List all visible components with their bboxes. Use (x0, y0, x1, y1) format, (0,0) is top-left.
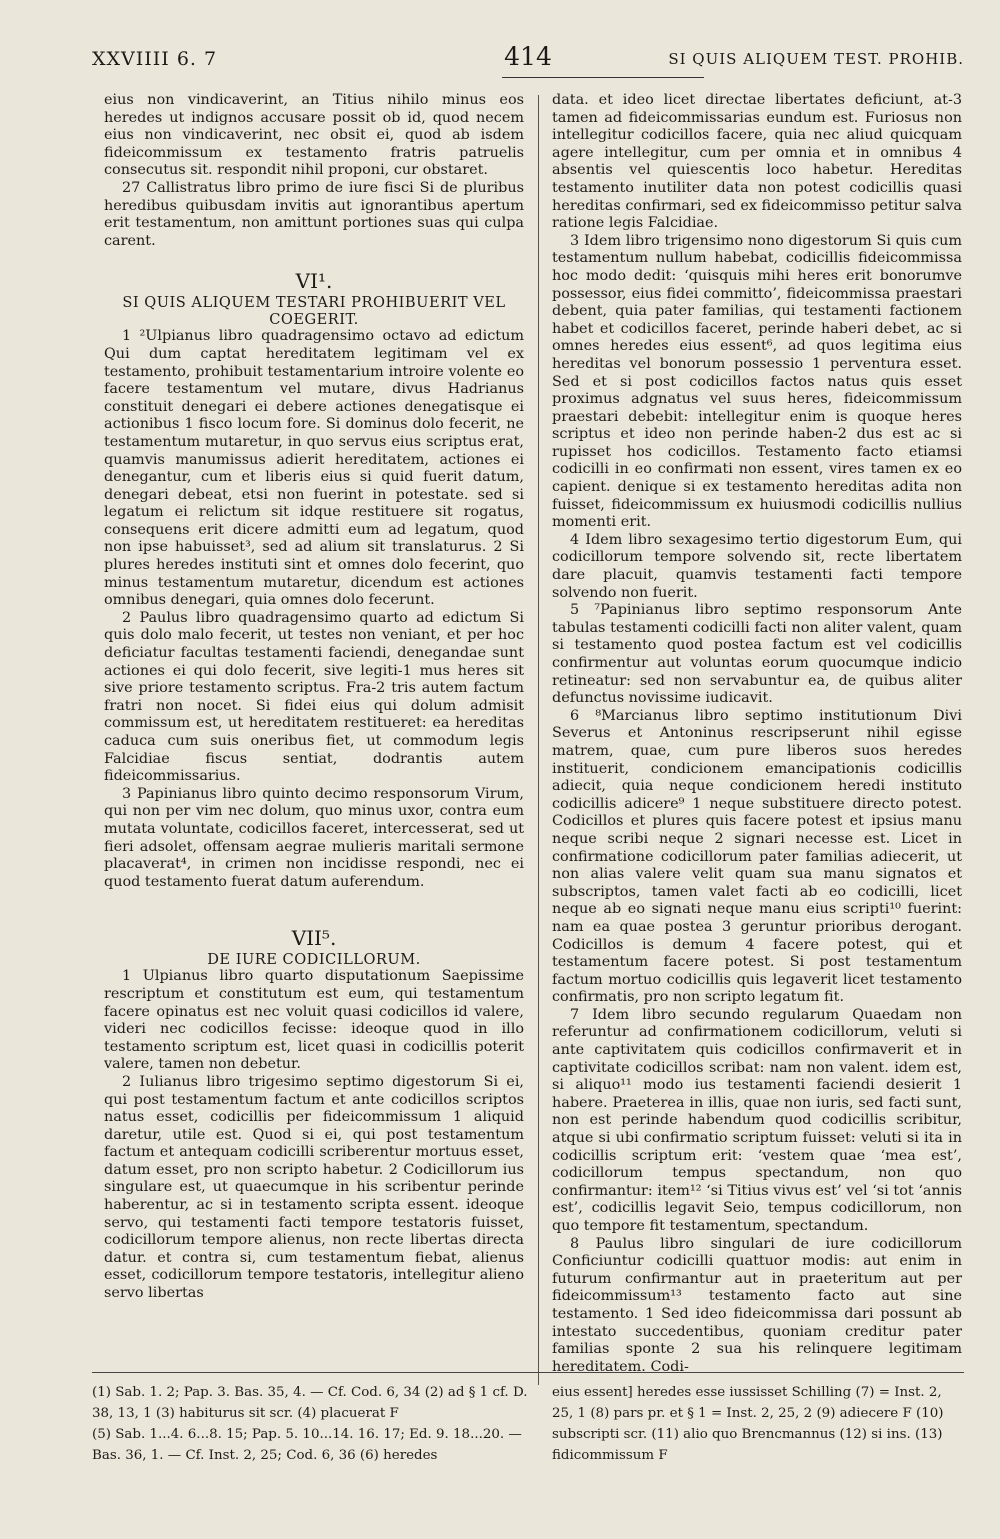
section-heading (104, 925, 524, 968)
header-rule (502, 77, 704, 78)
paragraph: 2 Paulus libro quadragensimo quarto ad edictum Si quis dolo malo fecerit, ut testes non veniant, et per hoc deficiatur facultas testamenti faciendi, denegandae sunt actiones ei qui dolo fecerit, sive legiti-1 mus heres sit sive priore testamento scriptus. Fra-2 tris autem factum fratri non nocet. Si fidei eius qui dolum admisit commissum est, ut hereditatem restitueret: ea hereditas caduca cum suis oneribus fiet, ut commodum legis Falcidiae fiscus sentiat, dodrantis autem fideicommissarius. (104, 609, 524, 785)
section-number: VI¹. (295, 269, 333, 294)
paragraph: 3 Idem libro trigensimo nono digestorum Si quis cum testamentum nullum habebat, codicillis fideicommissa hoc modo dedit: ‘quisquis mihi heres erit bonorumve possessor, eius fidei committo’, fideicommissa praestari debent, quia pater familias, qui testamenti factionem habet et codicillos faceret, perinde haberi debet, ac si omnes heredes eius essent⁶, ad quos legitima eius hereditas vel bonorum possessio 1 perventura esset. Sed et si post codicillos factos natus quis esset proximus adgnatus vel suus heres, fideicommissum praestari debebit: intellegitur enim is quoque heres scriptus et ideo non perinde haben-2 dus est ac si rupisset hos codicillos. Testamento facto etiamsi codicilli in eo confirmati non essent, vires tamen ex eo capient. denique si ex testamento hereditas adita non fuisset, fideicommissum ex huiusmodi codicillis nullius momenti erit. (552, 232, 962, 531)
section-heading (104, 268, 524, 328)
left-column (104, 92, 524, 1303)
header-book-reference: XXVIIII 6. 7 (92, 48, 218, 70)
paragraph: 2 Iulianus libro trigesimo septimo digestorum Si ei, qui post testamentum factum et ante codicillos scriptos natus esset, codicillis per fideicommissum 1 aliquid daretur, utile est. Quod si ei, qui post testamentum factum et antequam codicilli scriberentur mortuus esset, datum esset, pro non scripto habetur. 2 Codicillorum ius singulare est, ut quaecumque in his scribentur perinde haberentur, ac si in testamento scripta essent. ideoque servo, qui testamenti facti tempore testatoris fuisset, codicillorum tempore alienus, non recte libertas directa datur. et contra si, cum testamentum fiebat, alienus esset, codicillorum tempore testatoris, intellegitur alieno servo libertas (104, 1073, 524, 1302)
footnotes-right (552, 1382, 964, 1466)
paragraph: 27 Callistratus libro primo de iure fisci Si de pluribus heredibus quibusdam invitis aut ignorantibus apertum erit testamentum, non amittunt portiones suas qui culpa carent. (104, 179, 524, 249)
footnote: (5) Sab. 1...4. 6...8. 15; Pap. 5. 10...14. 16. 17; Ed. 9. 18...20. — Bas. 36, 1. — Cf. Inst. 2, 25; Cod. 6, 36 (6) heredes (92, 1427, 522, 1463)
paragraph: 7 Idem libro secundo regularum Quaedam non referuntur ad confirmationem codicillorum, veluti si ante captivitatem quis codicillos confirmaverit et in captivitate codicillos scribat: nam non valent. idem est, si aliquo¹¹ modo ius testamenti faciendi desierit 1 habere. Praeterea in illis, quae non iuris, sed facti sunt, non est perinde habendum quod codicillis scribitur, atque si ubi confirmatio scriptum fuisset: veluti si ita in codicillis scriptum erit: ‘vestem quae ‘mea est’, codicillorum tempus spectandum, non quo confirmantur: item¹² ‘si Titius vivus est’ vel ‘si tot ‘annis est’, codicillis legavit Seio, tempus codicillorum, non quo tempore fit testamentum, spectandum. (552, 1006, 962, 1234)
footnote: (1) Sab. 1. 2; Pap. 3. Bas. 35, 4. — Cf. Cod. 6, 34 (2) ad § 1 cf. D. 38, 13, 1 (3) habiturus sit scr. (4) placuerat F (92, 1385, 528, 1421)
paragraph: 4 Idem libro sexagesimo tertio digestorum Eum, qui codicillorum tempore solvendo sit, recte libertatem dare placuit, quamvis testamenti facti tempore solvendo non fuerit. (552, 531, 962, 601)
header-title: SI QUIS ALIQUEM TEST. PROHIB. (668, 50, 964, 68)
paragraph: 5 ⁷Papinianus libro septimo responsorum Ante tabulas testamenti codicilli facti non aliter valent, quam si testamento quod postea factum est vel codicillis confirmentur aut voluntas eorum quocumque indicio retineatur: sed non servabuntur ea, de quibus aliter defunctus novissime iudicavit. (552, 602, 962, 707)
running-header (92, 42, 964, 82)
section-title: DE IURE CODICILLORUM. (207, 951, 421, 969)
section-number: VII⁵. (291, 926, 337, 951)
paragraph: eius non vindicaverint, an Titius nihilo minus eos heredes ut indignos accusare possit ob id, quod necem eius non vindicaverint, nec obsit ei, quod ab isdem fideicommissum ex testamento fratris patruelis consecutus sit. respondit nihil proponi, cur obstaret. (104, 92, 524, 179)
paragraph: 1 ²Ulpianus libro quadragensimo octavo ad edictum Qui dum captat hereditatem legitimam vel ex testamento, prohibuit testamentarium introire volente eo facere testamentum vel mutare, divus Hadrianus constituit denegari ei debere actiones denegatisque ei actionibus 1 fisco locum fore. Si dominus dolo fecerit, ne testamentum mutaretur, in quo servus eius scriptus erat, quamvis manumissus adierit hereditatem, actiones ei denegantur, cum et liberis eius si quid fuerit datum, denegari debeat, etsi non fuerint in potestate. sed si legatum ei relictum sit idque restituere sit rogatus, consequens erit dicere admitti eum ad legatum, quod non ipse habuisset³, sed ad alium sit translaturus. 2 Si plures heredes instituti sint et omnes dolo fecerint, quo minus testamentum mutaretur, dicendum est actiones omnibus denegari, quia omnes dolo fecerunt. (104, 328, 524, 609)
section-title: SI QUIS ALIQUEM TESTARI PROHIBUERIT VEL COEGERIT. (122, 294, 506, 329)
footnotes-left (92, 1382, 532, 1466)
paragraph: data. et ideo licet directae libertates deficiunt, at-3 tamen ad fideicommissarias eundum est. Furiosus non intellegitur codicillos facere, quia nec aliud quicquam agere intellegitur, cum per omnia et in omnibus 4 absentis vel quiescentis loco habetur. Hereditas testamento inutiliter data non potest codicillis quasi hereditas confirmari, sed ex fideicommisso petitur salva ratione legis Falcidiae. (552, 92, 962, 232)
right-column (552, 92, 962, 1376)
paragraph: 6 ⁸Marcianus libro septimo institutionum Divi Severus et Antoninus rescripserunt nihil egisse matrem, quae, cum pure liberos suos heredes instituerit, condicionem emancipationis codicillis adiecit, quia neque condicionem heredi instituto codicillis adicere⁹ 1 neque substituere directo potest. Codicillos et plures quis facere potest et ipsius manu neque scribi neque 2 signari necesse est. Licet in confirmatione codicillorum pater familias adiecerit, ut non alias valere velit quam sua manu signatos et subscriptos, tamen valet facti ab eo codicilli, licet neque ab eo signati neque manu eius scripti¹⁰ fuerint: nam ea quae postea 3 geruntur prioribus derogant. Codicillos is demum 4 facere potest, qui et testamentum facere potest. Si post testamentum factum mortuo codicillis quis legaverit licet testamento confirmatis, pro non scripto legatum fit. (552, 707, 962, 1006)
footnote: eius essent] heredes esse iussisset Schilling (7) = Inst. 2, 25, 1 (8) pars pr. et § 1 = Inst. 2, 25, 2 (9) adiecere F (10) subscripti scr. (11) alio quo Brencmannus (12) si ins. (13) fidicommissum F (552, 1385, 944, 1463)
footnote-rule (92, 1372, 964, 1373)
page-number: 414 (504, 42, 552, 71)
paragraph: 1 Ulpianus libro quarto disputationum Saepissime rescriptum et constitutum est eum, qui testamentum facere opinatus est nec voluit quasi codicillos id valere, videri nec codicillos fecisse: ideoque quod in illo testamento scriptum est, licet quasi in codicillis poterit valere, tamen non debetur. (104, 968, 524, 1073)
paragraph: 8 Paulus libro singulari de iure codicillorum Conficiuntur codicilli quattuor modis: aut enim in futurum confirmantur aut in praeteritum aut per fideicommissum¹³ testamento facto aut sine testamento. 1 Sed ideo fideicommissa dari possunt ab intestato succedentibus, quoniam creditur pater familias sponte 2 sua his relinquere legitimam hereditatem. Codi- (552, 1235, 962, 1375)
column-divider (538, 95, 539, 1385)
paragraph: 3 Papinianus libro quinto decimo responsorum Virum, qui non per vim nec dolum, quo minus uxor, contra eum mutata voluntate, codicillos faceret, intercesserat, sed ut fieri adsolet, offensam aegrae mulieris maritali sermone placaverat⁴, in crimen non incidisse respondi, nec ei quod testamento fuerat datum auferendum. (104, 785, 524, 890)
